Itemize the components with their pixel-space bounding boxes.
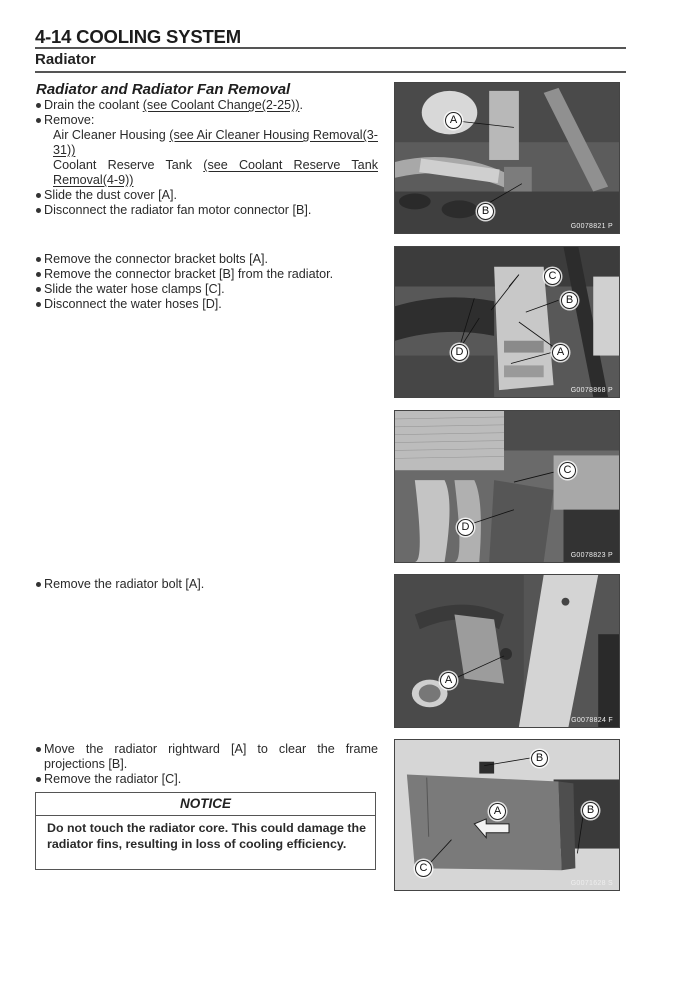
figure-5-photo bbox=[394, 739, 620, 891]
engine-photo-illustration bbox=[395, 411, 619, 562]
callout-b: B bbox=[561, 292, 578, 309]
figure-code: G0078868 P bbox=[570, 387, 613, 394]
figure-code: G0078823 P bbox=[570, 552, 613, 559]
notice-heading: NOTICE bbox=[36, 793, 375, 816]
callout-c: C bbox=[559, 462, 576, 479]
chapter-title: 4-14 COOLING SYSTEM bbox=[35, 26, 241, 47]
figure-code: G0071628 S bbox=[570, 880, 613, 887]
step-drain-coolant: Drain the coolant (see Coolant Change(2-25)). bbox=[36, 98, 378, 113]
step-move-radiator: Move the radiator rightward [A] to clear the frame projections [B]. bbox=[36, 742, 378, 772]
steps-group-4 bbox=[36, 742, 378, 787]
step-remove-radiator-bolt: Remove the radiator bolt [A]. bbox=[36, 577, 378, 592]
callout-a: A bbox=[489, 803, 506, 820]
step-disconnect-hoses: Disconnect the water hoses [D]. bbox=[36, 297, 378, 312]
procedure-title: Radiator and Radiator Fan Removal bbox=[36, 81, 291, 98]
link-air-cleaner-removal[interactable]: (see Air Cleaner Housing Removal(3-31)) bbox=[53, 128, 378, 157]
link-coolant-change[interactable]: (see Coolant Change(2-25)) bbox=[142, 98, 300, 112]
figure-1-photo bbox=[394, 82, 620, 234]
subitem-air-cleaner: Air Cleaner Housing (see Air Cleaner Housing Removal(3-31)) bbox=[53, 128, 378, 157]
section-title: Radiator bbox=[35, 51, 96, 68]
step-slide-dust-cover: Slide the dust cover [A]. bbox=[36, 188, 378, 203]
callout-c: C bbox=[415, 860, 432, 877]
figure-code: G0078821 P bbox=[570, 223, 613, 230]
step-slide-hose-clamps: Slide the water hose clamps [C]. bbox=[36, 282, 378, 297]
callout-d: D bbox=[457, 519, 474, 536]
engine-photo-illustration bbox=[395, 575, 619, 727]
callout-a: A bbox=[552, 344, 569, 361]
callout-c: C bbox=[544, 268, 561, 285]
header-rule-top bbox=[35, 47, 626, 49]
engine-photo-illustration bbox=[395, 247, 619, 397]
engine-photo-illustration bbox=[395, 83, 619, 233]
notice-box bbox=[35, 792, 376, 870]
callout-b: B bbox=[477, 203, 494, 220]
header-rule-bottom bbox=[35, 71, 626, 73]
step-remove-radiator: Remove the radiator [C]. bbox=[36, 772, 378, 787]
step-remove-bracket-bolts: Remove the connector bracket bolts [A]. bbox=[36, 252, 378, 267]
steps-group-3 bbox=[36, 577, 378, 592]
callout-a: A bbox=[445, 112, 462, 129]
steps-group-1 bbox=[36, 98, 378, 218]
figure-3-photo bbox=[394, 410, 620, 563]
steps-group-2 bbox=[36, 252, 378, 312]
step-remove: Remove: bbox=[36, 113, 378, 128]
step-disconnect-fan-connector: Disconnect the radiator fan motor connector [B]. bbox=[36, 203, 378, 218]
link-reserve-tank-removal[interactable]: (see Coolant Reserve Tank Removal(4-9)) bbox=[53, 158, 378, 187]
callout-d: D bbox=[451, 344, 468, 361]
subitem-reserve-tank: Coolant Reserve Tank (see Coolant Reserve Tank Removal(4-9)) bbox=[53, 158, 378, 187]
callout-b: B bbox=[531, 750, 548, 767]
figure-4-photo bbox=[394, 574, 620, 728]
figure-code: G0078824 F bbox=[571, 717, 613, 724]
callout-a: A bbox=[440, 672, 457, 689]
figure-2-photo bbox=[394, 246, 620, 398]
callout-b: B bbox=[582, 802, 599, 819]
step-remove-bracket: Remove the connector bracket [B] from the radiator. bbox=[36, 267, 378, 282]
notice-body: Do not touch the radiator core. This could damage the radiator fins, resulting in loss of cooling efficiency. bbox=[47, 821, 366, 851]
